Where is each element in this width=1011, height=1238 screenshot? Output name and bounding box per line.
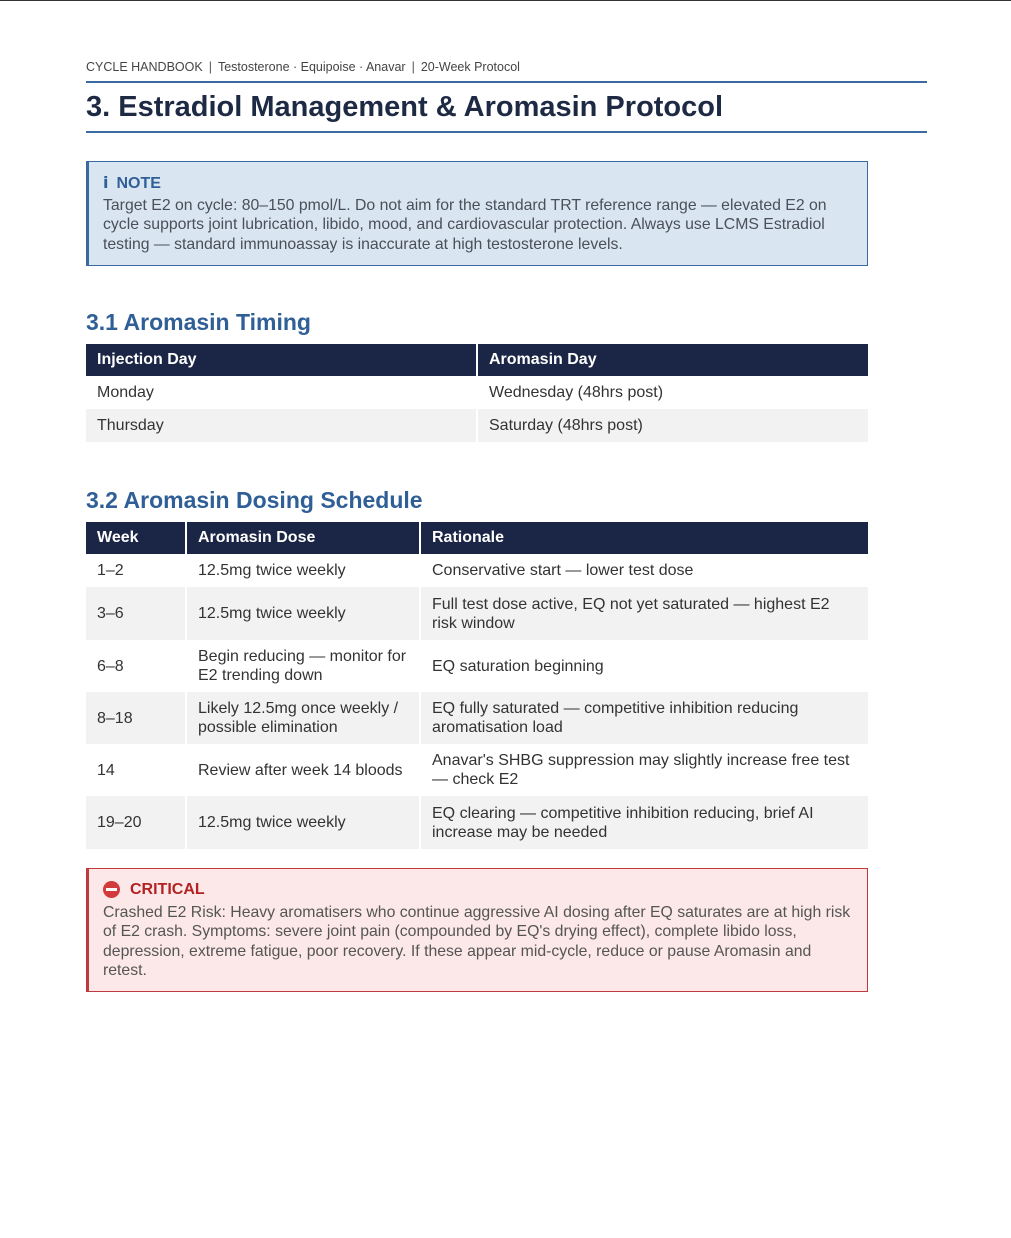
table-cell: Conservative start — lower test dose: [420, 554, 868, 587]
table-header-row: [86, 522, 868, 554]
table-cell: EQ fully saturated — competitive inhibition reducing aromatisation load: [420, 692, 868, 744]
column-header: Week: [86, 522, 186, 554]
table-header-row: [86, 344, 868, 376]
critical-callout: [86, 868, 868, 992]
header-compounds: Testosterone · Equipoise · Anavar: [217, 60, 406, 74]
page-title: 3. Estradiol Management & Aromasin Protocol: [86, 91, 724, 123]
table-cell: Saturday (48hrs post): [477, 409, 868, 442]
section-title-dosing: 3.2 Aromasin Dosing Schedule: [86, 487, 423, 513]
column-header: Aromasin Dose: [186, 522, 420, 554]
critical-title: [103, 880, 853, 900]
info-icon: i: [103, 173, 109, 192]
running-header: [86, 60, 520, 74]
section-title-timing: 3.1 Aromasin Timing: [86, 309, 311, 335]
table-cell: 6–8: [86, 640, 186, 692]
dosing-table: [86, 522, 868, 849]
table-cell: Wednesday (48hrs post): [477, 376, 868, 409]
table-cell: 14: [86, 744, 186, 796]
table-row: [86, 692, 868, 744]
table-cell: Likely 12.5mg once weekly / possible elimination: [186, 692, 420, 744]
table-cell: 12.5mg twice weekly: [186, 554, 420, 587]
header-protocol: 20-Week Protocol: [420, 60, 520, 74]
note-callout: [86, 161, 868, 266]
critical-body: Crashed E2 Risk: Heavy aromatisers who continue aggressive AI dosing after EQ saturates are at high risk of E2 crash. Symptoms: severe joint pain (compounded by EQ's drying effect), complete libido loss, depression, extreme fatigue, poor recovery. If these appear mid-cycle, reduce or pause Aromasin and retest.: [103, 903, 851, 979]
table-cell: EQ saturation beginning: [420, 640, 868, 692]
table-cell: Anavar's SHBG suppression may slightly increase free test — check E2: [420, 744, 868, 796]
timing-table: [86, 344, 868, 442]
header-rule-top: [86, 81, 927, 83]
header-separator: |: [208, 60, 212, 74]
table-row: [86, 554, 868, 587]
note-title: [103, 173, 853, 194]
table-cell: 19–20: [86, 796, 186, 849]
table-cell: EQ clearing — competitive inhibition reducing, brief AI increase may be needed: [420, 796, 868, 849]
header-rule-bottom: [86, 131, 927, 133]
note-label: NOTE: [116, 175, 161, 192]
table-row: [86, 640, 868, 692]
stop-icon: [103, 881, 120, 898]
table-row: [86, 409, 868, 442]
header-book: CYCLE HANDBOOK: [86, 60, 203, 74]
table-row: [86, 796, 868, 849]
table-row: [86, 376, 868, 409]
column-header: Injection Day: [86, 344, 477, 376]
header-separator: |: [411, 60, 415, 74]
note-body: Target E2 on cycle: 80–150 pmol/L. Do not aim for the standard TRT reference range — elevated E2 on cycle supports joint lubrication, libido, mood, and cardiovascular protection. Always use LCMS Estradiol testing — standard immunoassay is inaccurate at high testosterone levels.: [103, 196, 827, 253]
table-cell: Review after week 14 bloods: [186, 744, 420, 796]
table-cell: 12.5mg twice weekly: [186, 796, 420, 849]
table-cell: Monday: [86, 376, 477, 409]
table-cell: 1–2: [86, 554, 186, 587]
table-cell: 3–6: [86, 587, 186, 640]
table-row: [86, 744, 868, 796]
column-header: Rationale: [420, 522, 868, 554]
table-cell: 8–18: [86, 692, 186, 744]
table-cell: Begin reducing — monitor for E2 trending down: [186, 640, 420, 692]
column-header: Aromasin Day: [477, 344, 868, 376]
table-cell: Thursday: [86, 409, 477, 442]
table-cell: Full test dose active, EQ not yet saturated — highest E2 risk window: [420, 587, 868, 640]
table-row: [86, 587, 868, 640]
critical-label: CRITICAL: [130, 881, 205, 898]
table-cell: 12.5mg twice weekly: [186, 587, 420, 640]
